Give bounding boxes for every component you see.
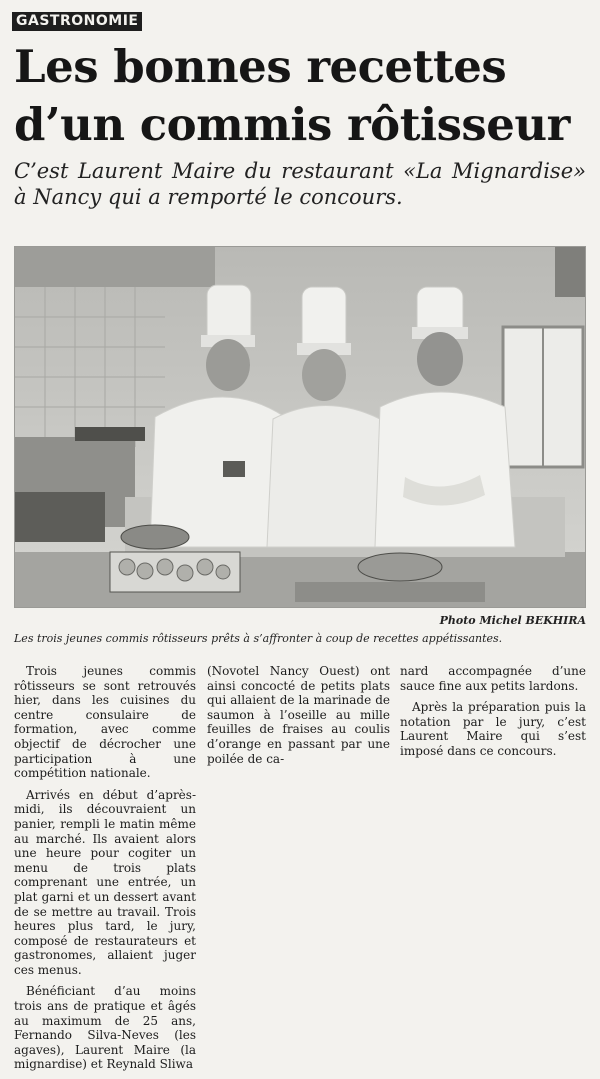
headline-line-2: d’un commis rôtisseur [14, 98, 570, 151]
article-photo [14, 246, 586, 608]
paragraph: Après la préparation puis la notation par le jury, c’est Laurent Maire qui s’est imposé dans ce concours. [400, 700, 586, 758]
paragraph: (Novotel Nancy Ouest) ont ainsi concocté de petits plats qui allaient de la marinade de saumon à l’oseille au mille feuilles de fraises au coulis d’orange en passant par une poilée de ca- [207, 664, 390, 766]
article-column-1 [14, 664, 196, 1079]
article-headline [14, 38, 594, 154]
paragraph: nard accompagnée d’une sauce fine aux petits lardons. [400, 664, 586, 693]
section-rubric: GASTRONOMIE [12, 12, 142, 31]
kitchen-photo-illustration [15, 247, 585, 607]
article-standfirst: C’est Laurent Maire du restaurant «La Mignardise» à Nancy qui a remporté le concours. [14, 159, 586, 209]
headline-line-1: Les bonnes recettes [14, 40, 507, 93]
photo-credit: Photo Michel BEKHIRA [439, 614, 586, 627]
paragraph: Bénéficiant d’au moins trois ans de pratique et âgés au maximum de 25 ans, Fernando Silva-Neves (les agaves), Laurent Maire (la mignardise) et Reynald Sliwa [14, 984, 196, 1072]
paragraph: Arrivés en début d’après-midi, ils découvraient un panier, rempli le matin même au marché. Ils avaient alors une heure pour cogiter un menu de trois plats comprenant une entrée, un plat garni et un dessert avant de se mettre au travail. Trois heures plus tard, le jury, composé de restaurateurs et gastronomes, allaient juger ces menus. [14, 787, 196, 977]
article-column-2 [207, 664, 390, 773]
paragraph: Trois jeunes commis rôtisseurs se sont retrouvés hier, dans les cuisines du centre consulaire de formation, avec comme objectif de décrocher une participation à une compétition nationale. [14, 664, 196, 781]
photo-caption: Les trois jeunes commis rôtisseurs prêts à s’affronter à coup de recettes appétissantes. [14, 632, 503, 645]
article-column-3 [400, 664, 586, 766]
